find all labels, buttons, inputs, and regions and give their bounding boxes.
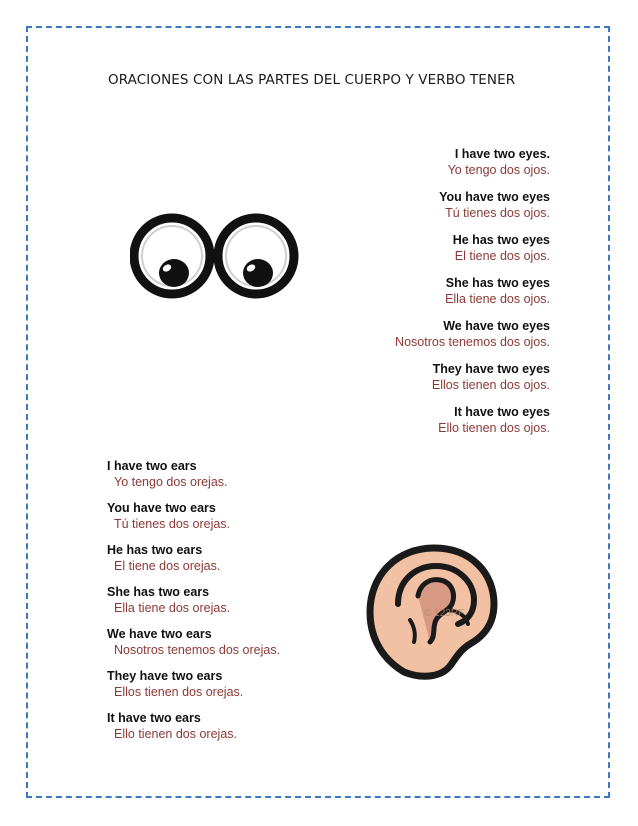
ear-watermark: © 123RF: [424, 608, 465, 619]
eyes-sentences: [250, 146, 550, 447]
sentence-pair: [250, 189, 550, 222]
sentence-pair: [250, 361, 550, 394]
spanish-sentence: Ella tiene dos ojos.: [445, 292, 550, 306]
spanish-sentence: Ello tienen dos orejas.: [114, 727, 237, 741]
sentence-pair: [250, 146, 550, 179]
english-sentence: We have two ears: [107, 627, 212, 641]
english-sentence: He has two ears: [107, 543, 203, 557]
english-sentence: You have two ears: [107, 501, 216, 515]
sentence-pair: [107, 458, 427, 491]
spanish-sentence: Nosotros tenemos dos ojos.: [395, 335, 550, 349]
english-sentence: It have two eyes: [454, 405, 550, 419]
spanish-sentence: Ellos tienen dos ojos.: [431, 378, 550, 392]
english-sentence: I have two ears: [107, 459, 197, 473]
spanish-sentence: Ello tienen dos ojos.: [438, 421, 550, 435]
sentence-pair: [250, 232, 550, 265]
english-sentence: He has two eyes: [452, 233, 550, 247]
spanish-sentence: El tiene dos orejas.: [114, 559, 221, 573]
english-sentence: They have two ears: [107, 669, 223, 683]
spanish-sentence: Tú tienes dos orejas.: [114, 517, 231, 531]
spanish-sentence: Ellos tienen dos orejas.: [114, 685, 244, 699]
spanish-sentence: Nosotros tenemos dos orejas.: [114, 643, 281, 657]
spanish-sentence: Yo tengo dos ojos.: [447, 163, 550, 177]
english-sentence: We have two eyes: [443, 319, 550, 333]
english-sentence: She has two ears: [107, 585, 210, 599]
sentence-pair: [250, 318, 550, 351]
sentence-pair: [250, 404, 550, 437]
english-sentence: It have two ears: [107, 711, 201, 725]
spanish-sentence: Ella tiene dos orejas.: [114, 601, 231, 615]
english-sentence: She has two eyes: [445, 276, 550, 290]
spanish-sentence: Yo tengo dos orejas.: [114, 475, 228, 489]
english-sentence: They have two eyes: [432, 362, 550, 376]
sentence-pair: [107, 710, 427, 743]
english-sentence: I have two eyes.: [454, 147, 550, 161]
page-title: ORACIONES CON LAS PARTES DEL CUERPO Y VERBO TENER: [108, 72, 516, 88]
sentence-pair: [107, 500, 427, 533]
left-eye-icon: [134, 218, 210, 294]
spanish-sentence: El tiene dos ojos.: [454, 249, 550, 263]
spanish-sentence: Tú tienes dos ojos.: [445, 206, 550, 220]
sentence-pair: [250, 275, 550, 308]
ear-illustration: [362, 540, 502, 680]
english-sentence: You have two eyes: [439, 190, 550, 204]
